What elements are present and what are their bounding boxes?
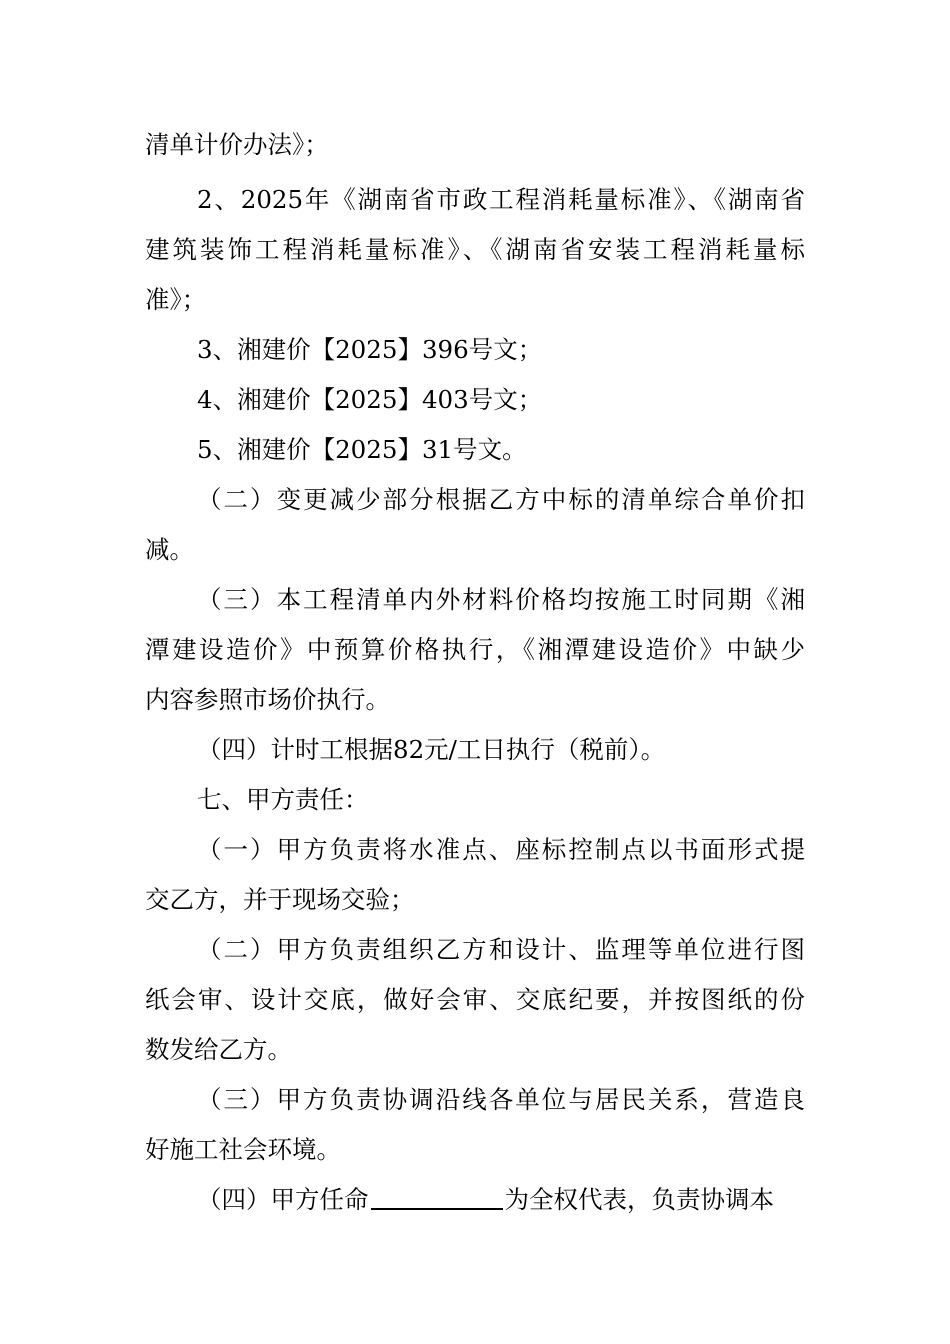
text-fragment: （四）甲方任命 — [197, 1185, 369, 1214]
text-line: （三）甲方负责协调沿线各单位与居民关系，营造良 — [197, 1085, 805, 1114]
text-line: 好施工社会环境。 — [145, 1135, 341, 1164]
text-line: 数发给乙方。 — [145, 1035, 292, 1064]
text-line: 3、湘建价【2025】396号文； — [197, 335, 543, 364]
text-line-with-blank — [197, 1180, 774, 1220]
text-line: 5、湘建价【2025】31号文。 — [197, 435, 527, 464]
text-line: 4、湘建价【2025】403号文； — [197, 385, 543, 414]
text-line: 减。 — [145, 535, 194, 564]
text-line: 交乙方，并于现场交验； — [145, 885, 415, 914]
text-line: （四）计时工根据82元/工日执行（税前）。 — [197, 735, 666, 764]
section-heading: 七、甲方责任： — [197, 785, 369, 814]
text-line: （一）甲方负责将水准点、座标控制点以书面形式提 — [197, 835, 805, 864]
text-line: 内容参照市场价执行。 — [145, 685, 390, 714]
text-line: 2、2025年《湖南省市政工程消耗量标准》、《湖南省 — [197, 185, 805, 214]
text-line: 潭建设造价》中预算价格执行，《湘潭建设造价》中缺少 — [145, 635, 805, 664]
text-line: 建筑装饰工程消耗量标准》、《湖南省安装工程消耗量标 — [145, 235, 805, 264]
text-line: 准》； — [145, 285, 207, 314]
fill-in-blank — [371, 1180, 503, 1210]
text-line: 纸会审、设计交底，做好会审、交底纪要，并按图纸的份 — [145, 985, 805, 1014]
text-line: （二）变更减少部分根据乙方中标的清单综合单价扣 — [197, 485, 805, 514]
text-fragment: 为全权代表，负责协调本 — [504, 1185, 774, 1214]
text-line: （三）本工程清单内外材料价格均按施工时同期《湘 — [197, 585, 805, 614]
text-line: 清单计价办法》； — [145, 130, 329, 159]
text-line: （二）甲方负责组织乙方和设计、监理等单位进行图 — [197, 935, 805, 964]
